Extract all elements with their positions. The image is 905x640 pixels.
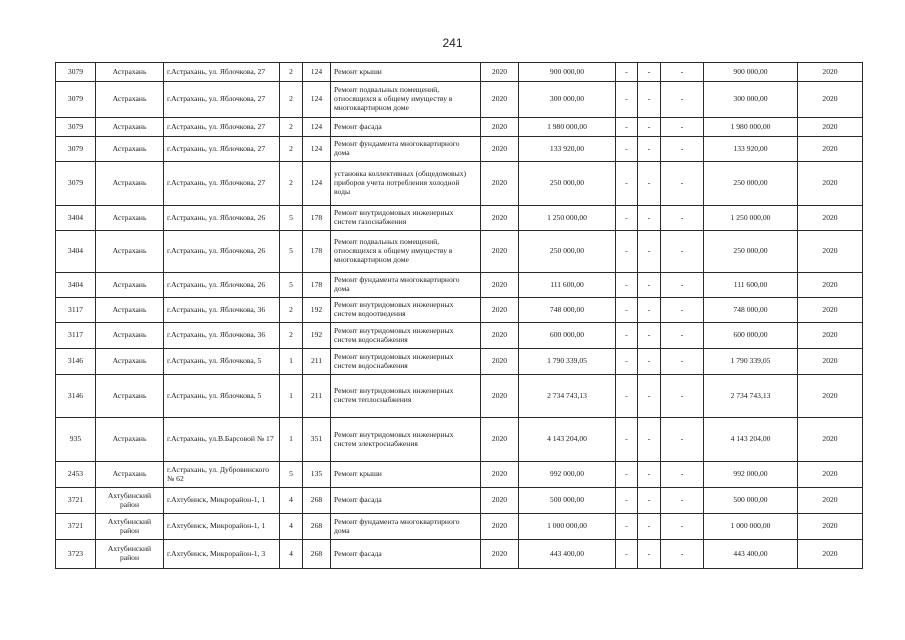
start-year-cell: 2020 [481, 298, 519, 323]
dash-cell: - [661, 206, 704, 231]
work-type-cell: Ремонт крыши [331, 63, 481, 82]
end-year-cell: 2020 [798, 231, 863, 273]
dash-cell: - [638, 298, 661, 323]
apartments-cell: 268 [303, 488, 331, 514]
address-cell: г.Астрахань, ул. Яблочкова, 5 [164, 375, 280, 418]
end-year-cell: 2020 [798, 82, 863, 118]
district-cell: Астрахань [96, 273, 164, 298]
dash-cell: - [638, 349, 661, 375]
dash-cell: - [661, 514, 704, 540]
end-year-cell: 2020 [798, 514, 863, 540]
dash-cell: - [638, 375, 661, 418]
apartments-cell: 124 [303, 63, 331, 82]
end-year-cell: 2020 [798, 418, 863, 462]
floors-cell: 2 [280, 82, 303, 118]
work-type-cell: Ремонт фундамента многоквартирного дома [331, 273, 481, 298]
apartments-cell: 268 [303, 540, 331, 569]
dash-cell: - [638, 418, 661, 462]
floors-cell: 2 [280, 137, 303, 162]
work-type-cell: Ремонт фундамента многоквартирного дома [331, 137, 481, 162]
floors-cell: 2 [280, 162, 303, 206]
dash-cell: - [616, 349, 638, 375]
dash-cell: - [616, 137, 638, 162]
table-row [56, 206, 863, 231]
apartments-cell: 351 [303, 418, 331, 462]
dash-cell: - [616, 118, 638, 137]
dash-cell: - [661, 63, 704, 82]
address-cell: г.Ахтубинск, Микрорайон-1, 1 [164, 488, 280, 514]
table-row [56, 462, 863, 488]
cost-cell: 4 143 204,00 [519, 418, 616, 462]
start-year-cell: 2020 [481, 82, 519, 118]
total-cost-cell: 250 000,00 [704, 162, 798, 206]
dash-cell: - [638, 231, 661, 273]
repair-program-table [55, 62, 863, 569]
address-cell: г.Астрахань, ул. Яблочкова, 27 [164, 63, 280, 82]
dash-cell: - [616, 231, 638, 273]
floors-cell: 2 [280, 118, 303, 137]
table-row [56, 298, 863, 323]
work-type-cell: Ремонт внутридомовых инженерных систем электроснабжения [331, 418, 481, 462]
work-type-cell: Ремонт фасада [331, 540, 481, 569]
cost-cell: 250 000,00 [519, 162, 616, 206]
apartments-cell: 192 [303, 298, 331, 323]
end-year-cell: 2020 [798, 63, 863, 82]
district-cell: Астрахань [96, 375, 164, 418]
apartments-cell: 178 [303, 206, 331, 231]
total-cost-cell: 992 000,00 [704, 462, 798, 488]
dash-cell: - [661, 137, 704, 162]
dash-cell: - [661, 488, 704, 514]
row-id: 935 [56, 418, 96, 462]
cost-cell: 133 920,00 [519, 137, 616, 162]
table-row [56, 137, 863, 162]
row-id: 3146 [56, 349, 96, 375]
floors-cell: 2 [280, 323, 303, 349]
row-id: 3079 [56, 137, 96, 162]
apartments-cell: 211 [303, 349, 331, 375]
dash-cell: - [638, 82, 661, 118]
start-year-cell: 2020 [481, 118, 519, 137]
work-type-cell: Ремонт подвальных помещений, относящихся к общему имуществу в многоквартирном доме [331, 82, 481, 118]
apartments-cell: 124 [303, 137, 331, 162]
address-cell: г.Астрахань, ул. Дубровинского № 62 [164, 462, 280, 488]
address-cell: г.Астрахань, ул. Яблочкова, 26 [164, 231, 280, 273]
dash-cell: - [661, 118, 704, 137]
dash-cell: - [616, 162, 638, 206]
address-cell: г.Ахтубинск, Микрорайон-1, 1 [164, 514, 280, 540]
table-row [56, 231, 863, 273]
address-cell: г.Ахтубинск, Микрорайон-1, 3 [164, 540, 280, 569]
district-cell: Астрахань [96, 82, 164, 118]
apartments-cell: 178 [303, 273, 331, 298]
work-type-cell: Ремонт крыши [331, 462, 481, 488]
start-year-cell: 2020 [481, 514, 519, 540]
address-cell: г.Астрахань, ул. Яблочкова, 27 [164, 162, 280, 206]
table-row [56, 488, 863, 514]
floors-cell: 5 [280, 462, 303, 488]
apartments-cell: 124 [303, 118, 331, 137]
row-id: 3721 [56, 488, 96, 514]
row-id: 3404 [56, 231, 96, 273]
dash-cell: - [616, 206, 638, 231]
address-cell: г.Астрахань, ул. Яблочкова, 36 [164, 323, 280, 349]
row-id: 3117 [56, 323, 96, 349]
end-year-cell: 2020 [798, 462, 863, 488]
total-cost-cell: 600 000,00 [704, 323, 798, 349]
dash-cell: - [616, 323, 638, 349]
cost-cell: 111 600,00 [519, 273, 616, 298]
end-year-cell: 2020 [798, 137, 863, 162]
dash-cell: - [638, 63, 661, 82]
district-cell: Ахтубинский район [96, 540, 164, 569]
address-cell: г.Астрахань, ул. Яблочкова, 5 [164, 349, 280, 375]
table-row [56, 82, 863, 118]
total-cost-cell: 300 000,00 [704, 82, 798, 118]
address-cell: г.Астрахань, ул.В.Барсовой № 17 [164, 418, 280, 462]
start-year-cell: 2020 [481, 231, 519, 273]
district-cell: Астрахань [96, 162, 164, 206]
apartments-cell: 135 [303, 462, 331, 488]
total-cost-cell: 1 980 000,00 [704, 118, 798, 137]
start-year-cell: 2020 [481, 462, 519, 488]
end-year-cell: 2020 [798, 349, 863, 375]
total-cost-cell: 443 400,00 [704, 540, 798, 569]
dash-cell: - [616, 82, 638, 118]
dash-cell: - [638, 206, 661, 231]
start-year-cell: 2020 [481, 137, 519, 162]
dash-cell: - [661, 162, 704, 206]
table-row [56, 323, 863, 349]
dash-cell: - [638, 137, 661, 162]
table-row [56, 118, 863, 137]
dash-cell: - [616, 462, 638, 488]
dash-cell: - [661, 231, 704, 273]
total-cost-cell: 111 600,00 [704, 273, 798, 298]
start-year-cell: 2020 [481, 540, 519, 569]
work-type-cell: Ремонт фундамента многоквартирного дома [331, 514, 481, 540]
work-type-cell: Ремонт внутридомовых инженерных систем водоснабжения [331, 323, 481, 349]
district-cell: Астрахань [96, 231, 164, 273]
start-year-cell: 2020 [481, 206, 519, 231]
work-type-cell: Ремонт внутридомовых инженерных систем газоснабжения [331, 206, 481, 231]
dash-cell: - [661, 298, 704, 323]
total-cost-cell: 2 734 743,13 [704, 375, 798, 418]
dash-cell: - [661, 418, 704, 462]
table-row [56, 162, 863, 206]
total-cost-cell: 748 000,00 [704, 298, 798, 323]
start-year-cell: 2020 [481, 488, 519, 514]
district-cell: Астрахань [96, 349, 164, 375]
dash-cell: - [638, 514, 661, 540]
dash-cell: - [661, 273, 704, 298]
address-cell: г.Астрахань, ул. Яблочкова, 27 [164, 137, 280, 162]
row-id: 3404 [56, 273, 96, 298]
page-number: 241 [442, 36, 463, 50]
floors-cell: 5 [280, 206, 303, 231]
dash-cell: - [616, 418, 638, 462]
dash-cell: - [661, 349, 704, 375]
district-cell: Астрахань [96, 323, 164, 349]
dash-cell: - [638, 162, 661, 206]
floors-cell: 4 [280, 540, 303, 569]
end-year-cell: 2020 [798, 323, 863, 349]
table-row [56, 63, 863, 82]
total-cost-cell: 1 790 339,05 [704, 349, 798, 375]
cost-cell: 250 000,00 [519, 231, 616, 273]
row-id: 3723 [56, 540, 96, 569]
apartments-cell: 192 [303, 323, 331, 349]
floors-cell: 4 [280, 514, 303, 540]
district-cell: Астрахань [96, 418, 164, 462]
row-id: 3404 [56, 206, 96, 231]
dash-cell: - [616, 273, 638, 298]
row-id: 3721 [56, 514, 96, 540]
work-type-cell: Ремонт фасада [331, 488, 481, 514]
dash-cell: - [661, 82, 704, 118]
address-cell: г.Астрахань, ул. Яблочкова, 27 [164, 82, 280, 118]
total-cost-cell: 133 920,00 [704, 137, 798, 162]
start-year-cell: 2020 [481, 349, 519, 375]
total-cost-cell: 500 000,00 [704, 488, 798, 514]
start-year-cell: 2020 [481, 418, 519, 462]
floors-cell: 5 [280, 273, 303, 298]
address-cell: г.Астрахань, ул. Яблочкова, 26 [164, 206, 280, 231]
end-year-cell: 2020 [798, 298, 863, 323]
dash-cell: - [638, 118, 661, 137]
end-year-cell: 2020 [798, 540, 863, 569]
address-cell: г.Астрахань, ул. Яблочкова, 36 [164, 298, 280, 323]
district-cell: Ахтубинский район [96, 488, 164, 514]
end-year-cell: 2020 [798, 375, 863, 418]
cost-cell: 900 000,00 [519, 63, 616, 82]
start-year-cell: 2020 [481, 323, 519, 349]
row-id: 3117 [56, 298, 96, 323]
total-cost-cell: 900 000,00 [704, 63, 798, 82]
total-cost-cell: 4 143 204,00 [704, 418, 798, 462]
apartments-cell: 178 [303, 231, 331, 273]
district-cell: Астрахань [96, 298, 164, 323]
floors-cell: 2 [280, 63, 303, 82]
cost-cell: 443 400,00 [519, 540, 616, 569]
table-row [56, 540, 863, 569]
district-cell: Ахтубинский район [96, 514, 164, 540]
apartments-cell: 124 [303, 162, 331, 206]
start-year-cell: 2020 [481, 162, 519, 206]
total-cost-cell: 250 000,00 [704, 231, 798, 273]
floors-cell: 1 [280, 349, 303, 375]
end-year-cell: 2020 [798, 273, 863, 298]
address-cell: г.Астрахань, ул. Яблочкова, 26 [164, 273, 280, 298]
dash-cell: - [638, 323, 661, 349]
work-type-cell: Ремонт внутридомовых инженерных систем теплоснабжения [331, 375, 481, 418]
dash-cell: - [616, 488, 638, 514]
floors-cell: 1 [280, 375, 303, 418]
dash-cell: - [616, 375, 638, 418]
cost-cell: 992 000,00 [519, 462, 616, 488]
total-cost-cell: 1 000 000,00 [704, 514, 798, 540]
floors-cell: 4 [280, 488, 303, 514]
dash-cell: - [616, 63, 638, 82]
dash-cell: - [661, 375, 704, 418]
work-type-cell: установка коллективных (общедомовых) приборов учета потребления холодной воды [331, 162, 481, 206]
row-id: 2453 [56, 462, 96, 488]
dash-cell: - [616, 514, 638, 540]
dash-cell: - [638, 273, 661, 298]
floors-cell: 1 [280, 418, 303, 462]
apartments-cell: 124 [303, 82, 331, 118]
dash-cell: - [638, 462, 661, 488]
dash-cell: - [661, 462, 704, 488]
district-cell: Астрахань [96, 462, 164, 488]
row-id: 3079 [56, 82, 96, 118]
work-type-cell: Ремонт внутридомовых инженерных систем водоснабжения [331, 349, 481, 375]
dash-cell: - [661, 540, 704, 569]
row-id: 3079 [56, 118, 96, 137]
dash-cell: - [638, 540, 661, 569]
row-id: 3146 [56, 375, 96, 418]
work-type-cell: Ремонт подвальных помещений, относящихся к общему имуществу в многоквартирном доме [331, 231, 481, 273]
row-id: 3079 [56, 63, 96, 82]
table-row [56, 349, 863, 375]
district-cell: Астрахань [96, 63, 164, 82]
dash-cell: - [616, 540, 638, 569]
cost-cell: 1 980 000,00 [519, 118, 616, 137]
dash-cell: - [638, 488, 661, 514]
floors-cell: 2 [280, 298, 303, 323]
table-row [56, 375, 863, 418]
district-cell: Астрахань [96, 118, 164, 137]
cost-cell: 300 000,00 [519, 82, 616, 118]
start-year-cell: 2020 [481, 63, 519, 82]
table-row [56, 514, 863, 540]
start-year-cell: 2020 [481, 273, 519, 298]
dash-cell: - [661, 323, 704, 349]
address-cell: г.Астрахань, ул. Яблочкова, 27 [164, 118, 280, 137]
cost-cell: 500 000,00 [519, 488, 616, 514]
work-type-cell: Ремонт внутридомовых инженерных систем водоотведения [331, 298, 481, 323]
cost-cell: 1 790 339,05 [519, 349, 616, 375]
apartments-cell: 268 [303, 514, 331, 540]
apartments-cell: 211 [303, 375, 331, 418]
work-type-cell: Ремонт фасада [331, 118, 481, 137]
cost-cell: 748 000,00 [519, 298, 616, 323]
end-year-cell: 2020 [798, 162, 863, 206]
table-row [56, 273, 863, 298]
district-cell: Астрахань [96, 137, 164, 162]
dash-cell: - [616, 298, 638, 323]
table-row [56, 418, 863, 462]
start-year-cell: 2020 [481, 375, 519, 418]
cost-cell: 600 000,00 [519, 323, 616, 349]
district-cell: Астрахань [96, 206, 164, 231]
floors-cell: 5 [280, 231, 303, 273]
cost-cell: 2 734 743,13 [519, 375, 616, 418]
end-year-cell: 2020 [798, 118, 863, 137]
cost-cell: 1 250 000,00 [519, 206, 616, 231]
total-cost-cell: 1 250 000,00 [704, 206, 798, 231]
end-year-cell: 2020 [798, 488, 863, 514]
cost-cell: 1 000 000,00 [519, 514, 616, 540]
end-year-cell: 2020 [798, 206, 863, 231]
row-id: 3079 [56, 162, 96, 206]
